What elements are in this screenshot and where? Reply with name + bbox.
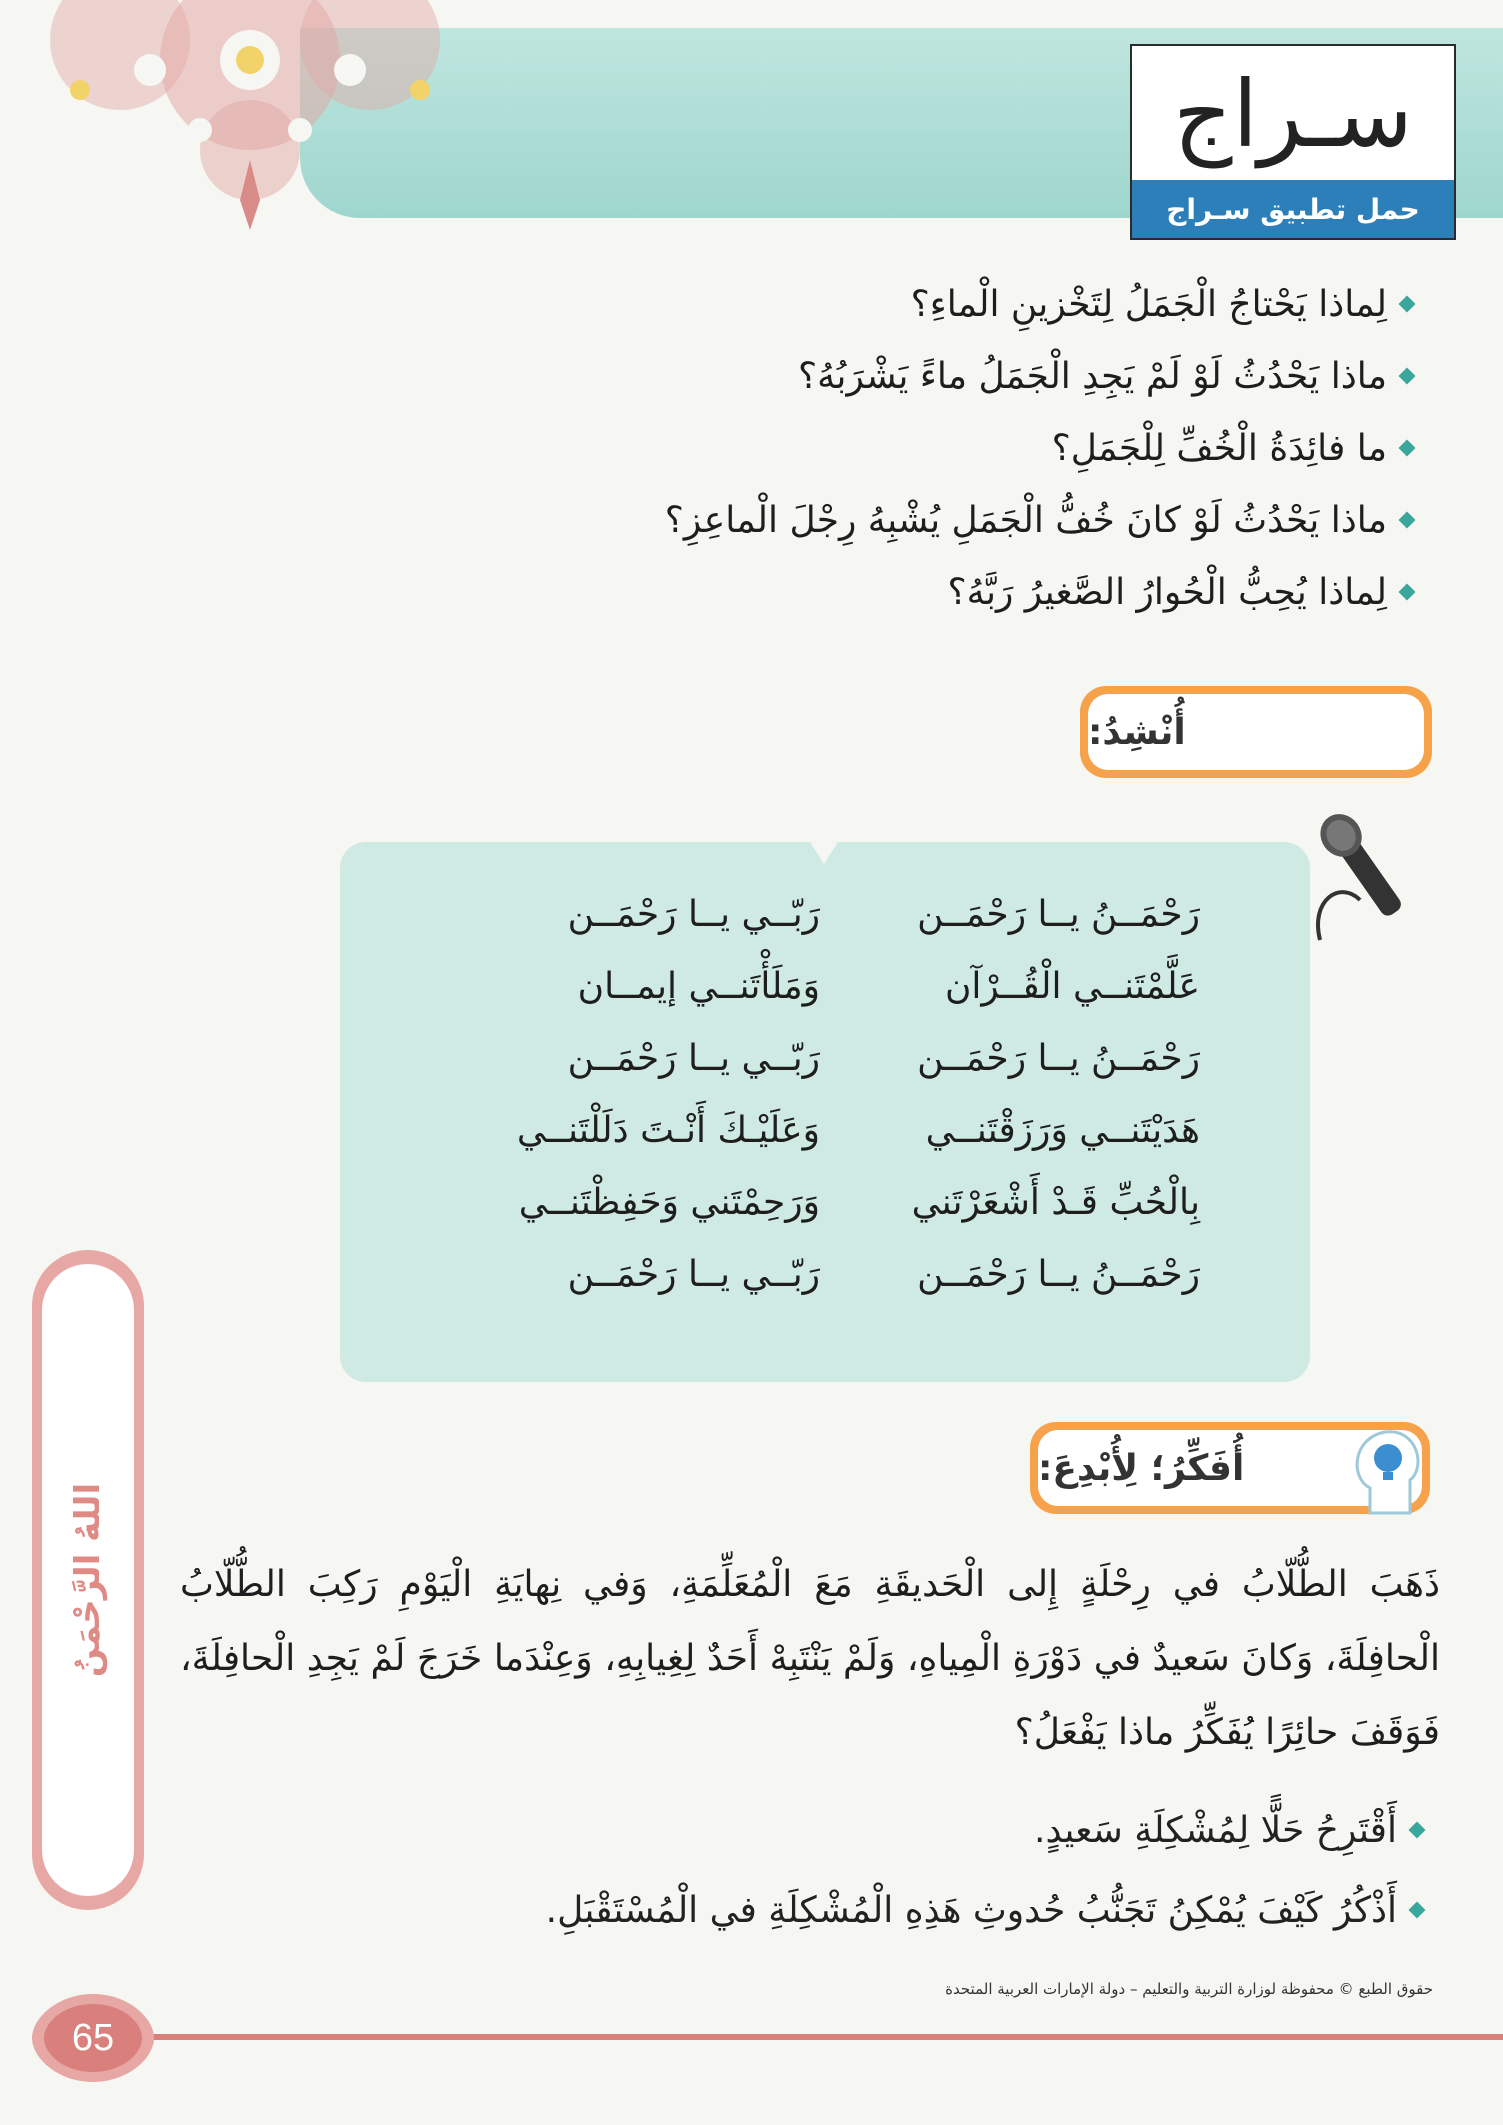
bullet-icon xyxy=(1399,296,1416,313)
logo-word: سـراج xyxy=(1173,60,1413,168)
story-paragraph: ذَهَبَ الطُّلّابُ في رِحْلَةٍ إِلى الْحَديقَةِ مَعَ الْمُعَلِّمَةِ، وَفي نِهايَةِ الْيَوْمِ رَكِبَ الطُّلّابُ الْحافِلَةَ، وَكانَ سَعيدٌ في دَوْرَةِ الْمِياهِ، وَلَمْ يَنْتَبِهْ أَحَدٌ لِغِيابِهِ، وَعِنْدَما خَرَجَ لَمْ يَجِدِ الْحافِلَةَ، فَوَقَفَ حائِرًا يُفَكِّرُ ماذا يَفْعَلُ؟ xyxy=(180,1564,1440,1753)
page-number: 65 xyxy=(71,2016,115,2059)
bullet-icon xyxy=(1399,512,1416,529)
think-heading: أُفَكِّرُ؛ لِأُبْدِعَ: xyxy=(1030,1422,1430,1514)
verse: هَدَيْتَنــي وَرَزَقْتَنــي xyxy=(925,1109,1200,1151)
poem-box xyxy=(340,842,1310,1382)
siraj-logo[interactable] xyxy=(1130,44,1456,240)
lesson-title-vertical: اللهُ الرَّحْمَنُ xyxy=(68,1482,109,1678)
bullet-icon xyxy=(1399,584,1416,601)
verse: عَلَّمْتَنــي الْقُــرْآن xyxy=(944,965,1200,1007)
task-list xyxy=(223,1790,1423,1950)
copyright-notice: حقوق الطبع © محفوظة لوزارة التربية والتعليم – دولة الإمارات العربية المتحدة xyxy=(945,1980,1433,1998)
bullet-icon xyxy=(1399,440,1416,457)
verse: وَرَحِمْتَني وَحَفِظْتَنــي xyxy=(518,1181,820,1223)
verse: رَحْمَــنُ يــا رَحْمَــن xyxy=(917,1253,1200,1295)
verse: وَعَلَيْـكَ أَنْـتَ دَلَلْتَنــي xyxy=(516,1109,820,1151)
list-item: لِماذا يُحِبُّ الْحُوارُ الصَّغيرُ رَبَّهُ؟ xyxy=(513,556,1413,628)
list-item: ما فائِدَةُ الْخُفِّ لِلْجَمَلِ؟ xyxy=(513,412,1413,484)
bullet-icon xyxy=(1409,1822,1426,1839)
floral-ornament-icon xyxy=(0,0,520,240)
bullet-icon xyxy=(1409,1902,1426,1919)
poem-column-right xyxy=(800,878,1200,1310)
idea-head-icon xyxy=(1340,1418,1430,1518)
verse: رَحْمَــنُ يــا رَحْمَــن xyxy=(917,893,1200,935)
verse: رَحْمَــنُ يــا رَحْمَــن xyxy=(917,1037,1200,1079)
download-app-label: حمل تطبيق سـراج xyxy=(1132,180,1454,238)
question-list xyxy=(513,268,1413,628)
verse: وَمَلَأْتَنــي إيمــان xyxy=(577,965,820,1007)
list-item: أَقْتَرِحُ حَلًّا لِمُشْكِلَةِ سَعيدٍ. xyxy=(223,1790,1423,1870)
bullet-icon xyxy=(1399,368,1416,385)
recite-heading: أُنْشِدُ: xyxy=(1080,686,1432,778)
list-item: أَذْكُرُ كَيْفَ يُمْكِنُ تَجَنُّبُ حُدوثِ هَذِهِ الْمُشْكِلَةِ في الْمُسْتَقْبَلِ. xyxy=(223,1870,1423,1950)
list-item: ماذا يَحْدُثُ لَوْ لَمْ يَجِدِ الْجَمَلُ ماءً يَشْرَبُهُ؟ xyxy=(513,340,1413,412)
verse: رَبّــي يــا رَحْمَــن xyxy=(567,1253,820,1295)
microphone-icon xyxy=(1300,800,1440,950)
poem-column-left xyxy=(420,878,820,1310)
poem-notch xyxy=(810,842,838,864)
verse: بِالْحُبِّ قَـدْ أَشْعَرْتَني xyxy=(911,1181,1200,1223)
verse: رَبّــي يــا رَحْمَــن xyxy=(567,893,820,935)
footer-divider xyxy=(150,2034,1503,2040)
verse: رَبّــي يــا رَحْمَــن xyxy=(567,1037,820,1079)
list-item: ماذا يَحْدُثُ لَوْ كانَ خُفُّ الْجَمَلِ يُشْبِهُ رِجْلَ الْماعِزِ؟ xyxy=(513,484,1413,556)
list-item: لِماذا يَحْتاجُ الْجَمَلُ لِتَخْزينِ الْماءِ؟ xyxy=(513,268,1413,340)
